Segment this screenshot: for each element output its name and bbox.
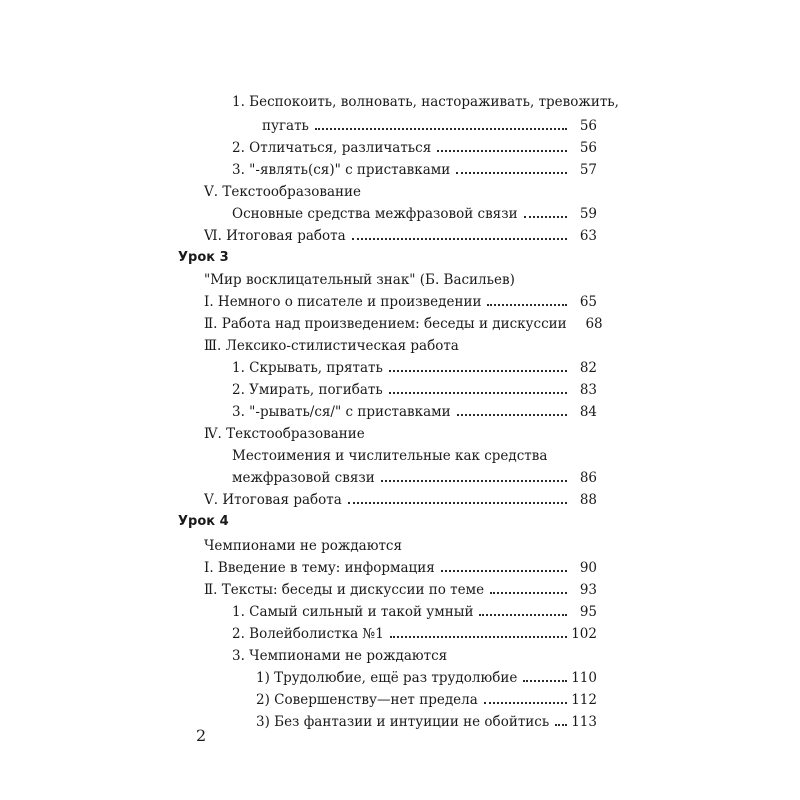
toc-entry-title: Ⅲ. Лексико-стилистическая работа xyxy=(204,338,459,354)
dot-leader xyxy=(487,304,567,306)
toc-entry xyxy=(204,532,597,554)
dot-leader xyxy=(484,702,567,704)
toc-entry-title: Урок 4 xyxy=(178,514,229,529)
toc-entry xyxy=(232,598,597,620)
toc-entry-page: 112 xyxy=(571,692,597,708)
dot-leader xyxy=(490,592,567,594)
toc-entry-title: Ⅱ. Работа над произведением: беседы и дискуссии xyxy=(204,316,567,332)
dot-leader xyxy=(389,370,567,372)
dot-leader xyxy=(390,636,567,638)
toc-entry-title: Основные средства межфразовой связи xyxy=(232,206,518,222)
page-number: 2 xyxy=(196,726,207,745)
toc-entry-title: Ⅰ. Введение в тему: информация xyxy=(204,560,435,576)
toc-entry-title: Урок 3 xyxy=(178,250,229,265)
toc-entry-page: 59 xyxy=(579,206,597,222)
toc-entry-title: пугать xyxy=(262,118,309,134)
toc-entry xyxy=(256,708,597,730)
dot-leader xyxy=(555,724,567,726)
toc-entry-title: 3) Без фантазии и интуиции не обойтись xyxy=(256,714,550,730)
toc-entry xyxy=(204,486,597,508)
toc-entry-title: 1. Беспокоить, волновать, настораживать, тревожить, xyxy=(232,94,619,110)
toc-entry-title: Ⅰ. Немного о писателе и произведении xyxy=(204,294,482,310)
toc-entry-page: 63 xyxy=(579,228,597,244)
toc-entry xyxy=(256,686,597,708)
toc-entry-page: 68 xyxy=(585,316,603,332)
toc-entry-page: 110 xyxy=(571,670,597,686)
toc-entry-title: 1. Самый сильный и такой умный xyxy=(232,604,474,620)
dot-leader xyxy=(441,570,567,572)
toc-entry xyxy=(232,442,597,464)
toc-entry xyxy=(232,376,597,398)
toc-entry-title: 1. Скрывать, прятать xyxy=(232,360,383,376)
toc-entry xyxy=(232,200,597,222)
toc-entry xyxy=(204,310,603,332)
toc-entry-page: 88 xyxy=(579,492,597,508)
dot-leader xyxy=(352,238,567,240)
toc-lesson-heading xyxy=(178,244,597,266)
toc-entry-page: 102 xyxy=(571,626,597,642)
toc-entry-title: Ⅳ. Текстообразование xyxy=(204,426,365,442)
toc-entry-page: 57 xyxy=(579,162,597,178)
toc-entry-title: 2. Отличаться, различаться xyxy=(232,140,432,156)
toc-entry-title: Ⅴ. Текстообразование xyxy=(204,184,361,200)
toc-entry xyxy=(204,178,597,200)
toc-entry xyxy=(232,134,597,156)
toc-entry-page: 56 xyxy=(579,140,597,156)
toc-entry xyxy=(232,156,597,178)
toc-entry xyxy=(204,554,597,576)
toc-entry-title: 1) Трудолюбие, ещё раз трудолюбие xyxy=(256,670,518,686)
dot-leader xyxy=(437,150,567,152)
toc-entry-page: 65 xyxy=(579,294,597,310)
toc-entry xyxy=(204,288,597,310)
toc-entry-page: 56 xyxy=(579,118,597,134)
toc-entry xyxy=(232,464,597,486)
toc-entry xyxy=(256,664,597,686)
toc-entry xyxy=(204,332,597,354)
dot-leader xyxy=(389,392,567,394)
toc-entry xyxy=(232,88,619,110)
dot-leader xyxy=(479,614,567,616)
toc-entry-title: Ⅱ. Тексты: беседы и дискуссии по теме xyxy=(204,582,485,598)
toc-entry-page: 93 xyxy=(579,582,597,598)
dot-leader xyxy=(524,216,567,218)
toc-entry-page: 83 xyxy=(579,382,597,398)
toc-entry xyxy=(204,222,597,244)
toc-entry-page: 82 xyxy=(579,360,597,376)
toc-entry-title: 2. Волейболистка №1 xyxy=(232,626,384,642)
toc-entry-page: 113 xyxy=(571,714,597,730)
dot-leader xyxy=(381,480,567,482)
toc-entry-page: 84 xyxy=(579,404,597,420)
toc-entry-title: 3. "-рывать/ся/" с приставками xyxy=(232,404,451,420)
toc-entry-title: Чемпионами не рождаются xyxy=(204,538,403,554)
dot-leader xyxy=(348,502,567,504)
toc-entry-page: 86 xyxy=(579,470,597,486)
toc-entry-page: 95 xyxy=(579,604,597,620)
toc-entry xyxy=(232,398,597,420)
toc-entry-title: 2) Совершенству—нет предела xyxy=(256,692,478,708)
toc-entry xyxy=(204,420,597,442)
toc-entry-title: Ⅴ. Итоговая работа xyxy=(204,492,342,508)
toc-entry xyxy=(232,620,597,642)
dot-leader xyxy=(457,414,567,416)
toc-entry-title: 2. Умирать, погибать xyxy=(232,382,383,398)
toc-entry xyxy=(204,266,597,288)
toc-entry-page: 90 xyxy=(579,560,597,576)
dot-leader xyxy=(315,128,567,130)
dot-leader xyxy=(523,680,567,682)
toc-lesson-heading xyxy=(178,508,597,530)
dot-leader xyxy=(456,172,567,174)
toc-entry xyxy=(262,112,597,134)
toc-entry-title: 3. "-являть(ся)" с приставками xyxy=(232,162,451,178)
toc-entry xyxy=(232,642,597,664)
toc-entry-title: Ⅵ. Итоговая работа xyxy=(204,228,346,244)
toc-entry xyxy=(232,354,597,376)
toc-entry-title: межфразовой связи xyxy=(232,470,375,486)
toc-entry-title: "Мир восклицательный знак" (Б. Васильев) xyxy=(204,272,515,288)
toc-entry-title: Местоимения и числительные как средства xyxy=(232,448,548,464)
toc-entry-title: 3. Чемпионами не рождаются xyxy=(232,648,448,664)
toc-entry xyxy=(204,576,597,598)
